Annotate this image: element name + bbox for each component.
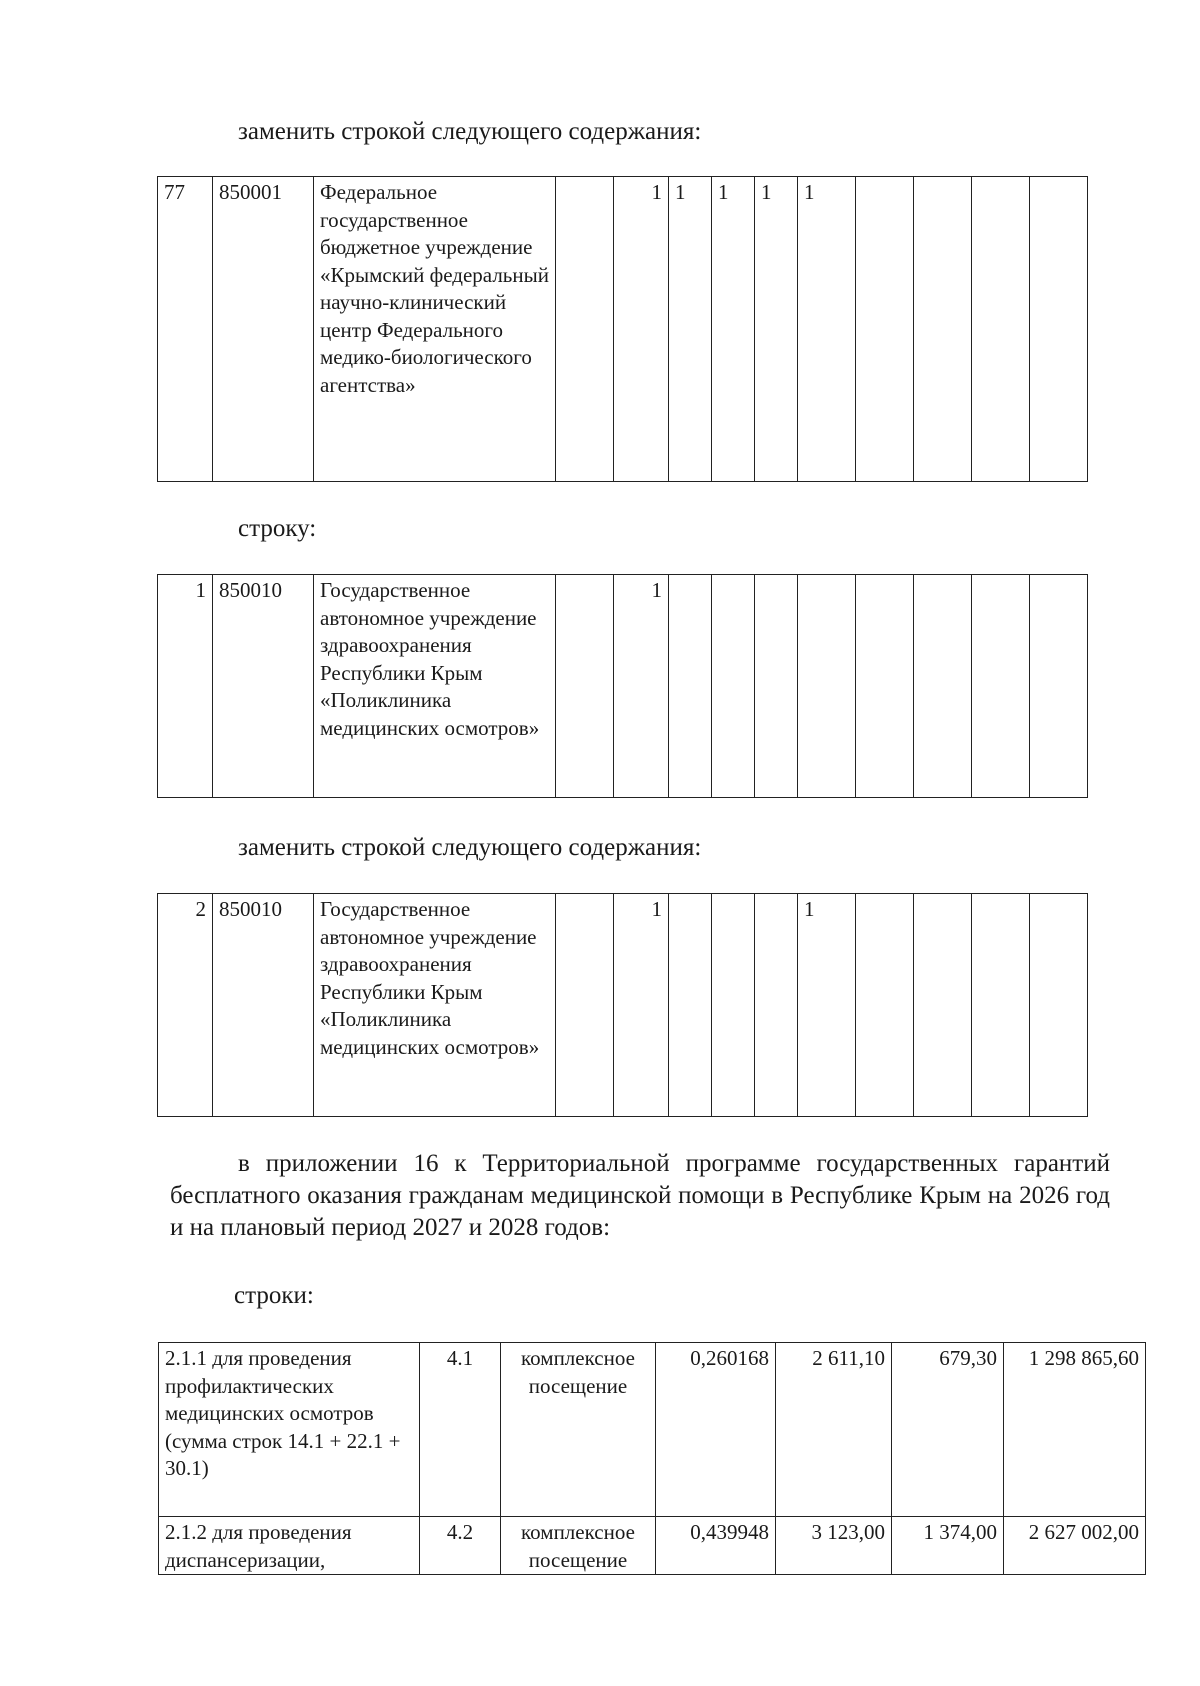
cell <box>755 894 798 1117</box>
institution-name: Федеральное государственное бюджетное учреждение «Крымский федеральный научно-клинический центр Федерального медико-биологического агентства» <box>314 177 556 482</box>
table-row <box>158 575 1088 798</box>
line-number: 4.2 <box>420 1517 501 1575</box>
cell <box>669 575 712 798</box>
cell <box>712 575 755 798</box>
cell <box>914 177 972 482</box>
cell <box>712 894 755 1117</box>
cell <box>856 894 914 1117</box>
row-number: 2 <box>158 894 213 1117</box>
cell <box>972 575 1030 798</box>
norm-value: 0,260168 <box>656 1343 776 1517</box>
institution-name: Государственное автономное учреждение здравоохранения Республики Крым «Поликлиника медицинских осмотров» <box>314 894 556 1117</box>
cell: 1 <box>614 177 669 482</box>
total-value: 1 298 865,60 <box>1004 1343 1146 1517</box>
cell <box>556 575 614 798</box>
instruction-replace-1: заменить строкой следующего содержания: <box>238 118 702 145</box>
per-capita-value: 1 374,00 <box>892 1517 1004 1575</box>
cost-value: 3 123,00 <box>776 1517 892 1575</box>
institution-code: 850001 <box>213 177 314 482</box>
total-value: 2 627 002,00 <box>1004 1517 1146 1575</box>
table-row <box>159 1517 1146 1575</box>
volumes-table <box>158 1342 1146 1575</box>
cell <box>798 575 856 798</box>
cell <box>972 894 1030 1117</box>
cell <box>856 177 914 482</box>
cell: 1 <box>669 177 712 482</box>
cell <box>1030 575 1088 798</box>
instruction-row: строку: <box>238 515 317 542</box>
per-capita-value: 679,30 <box>892 1343 1004 1517</box>
norm-value: 0,439948 <box>656 1517 776 1575</box>
unit: комплексное посещение <box>501 1517 656 1575</box>
indicator-name: 2.1.2 для проведения диспансеризации, <box>159 1517 420 1575</box>
cell <box>556 894 614 1117</box>
cell: 1 <box>614 894 669 1117</box>
cell: 1 <box>798 894 856 1117</box>
cell <box>1030 894 1088 1117</box>
line-number: 4.1 <box>420 1343 501 1517</box>
cell <box>1030 177 1088 482</box>
cell: 1 <box>614 575 669 798</box>
cell: 1 <box>755 177 798 482</box>
cell <box>972 177 1030 482</box>
cell <box>856 575 914 798</box>
row-number: 77 <box>158 177 213 482</box>
institution-table-2 <box>157 574 1088 798</box>
unit: комплексное посещение <box>501 1343 656 1517</box>
instruction-replace-2: заменить строкой следующего содержания: <box>238 834 702 861</box>
cell <box>556 177 614 482</box>
cell: 1 <box>798 177 856 482</box>
indicator-name: 2.1.1 для проведения профилактических медицинских осмотров (сумма строк 14.1 + 22.1 + 30.1) <box>159 1343 420 1517</box>
cell <box>914 575 972 798</box>
row-number: 1 <box>158 575 213 798</box>
instruction-rows: строки: <box>234 1282 314 1309</box>
cost-value: 2 611,10 <box>776 1343 892 1517</box>
institution-code: 850010 <box>213 575 314 798</box>
institution-table-1 <box>157 176 1088 482</box>
appendix-paragraph: в приложении 16 к Территориальной программе государственных гарантий бесплатного оказания гражданам медицинской помощи в Республике Крым на 2026 год и на плановый период 2027 и 2028 годов: <box>170 1150 1110 1241</box>
cell <box>914 894 972 1117</box>
table-row <box>158 894 1088 1117</box>
institution-code: 850010 <box>213 894 314 1117</box>
cell: 1 <box>712 177 755 482</box>
cell <box>755 575 798 798</box>
table-row <box>158 177 1088 482</box>
cell <box>669 894 712 1117</box>
institution-table-3 <box>157 893 1088 1117</box>
table-row <box>159 1343 1146 1517</box>
institution-name: Государственное автономное учреждение здравоохранения Республики Крым «Поликлиника медицинских осмотров» <box>314 575 556 798</box>
